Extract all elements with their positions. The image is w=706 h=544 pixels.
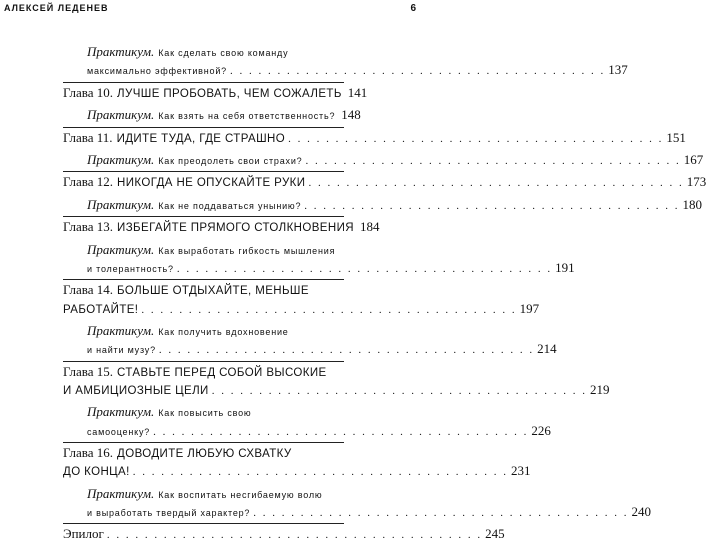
leader-dots: . . . . . . . . . . . . . . . . . . . . . . . . . . . . . . . . . . . . . . . . [158,344,535,357]
leader-dots: . . . . . . . . . . . . . . . . . . . . . . . . . . . . . . . . . . . . . . . . [305,154,681,167]
chapter-line [63,525,505,543]
leader-dots: . . . . . . . . . . . . . . . . . . . . . . . . . . . . . . . . . . . . . . . . [253,507,629,519]
practicum-line [87,151,704,169]
chapter-title-continued: И АМБИЦИОЗНЫЕ ЦЕЛИ [63,384,209,397]
chapter-number: Глава 14. [63,282,114,298]
practicum-label: Практикум. [87,151,155,167]
practicum-line [87,322,344,340]
toc-page-number: 197 [519,300,540,316]
section-rule [63,82,344,83]
chapter-line [63,129,686,147]
page-number: 6 [410,3,416,14]
practicum-title-continued: самооценку? [87,426,151,437]
toc-page-number: 219 [589,381,610,397]
practicum-label: Практикум. [87,107,155,123]
practicum-title: Как не поддаваться унынию? [158,200,302,211]
section-title: Эпилог [63,526,104,542]
chapter-line [63,363,344,381]
chapter-number: Глава 11. [63,129,113,145]
chapter-title: ИДИТЕ ТУДА, ГДЕ СТРАШНО [116,132,286,145]
chapter-number: Глава 16. [63,445,114,460]
practicum-label: Практикум. [87,241,155,257]
practicum-line [87,503,651,521]
practicum-line [87,340,557,358]
chapter-line [63,218,380,236]
section-rule [63,442,344,443]
toc-page-number: 173 [686,174,706,190]
toc-page-number: 226 [531,422,551,438]
section-rule [63,171,344,172]
section-rule [63,216,344,217]
practicum-title: Как выработать гибкость мышления [158,245,336,256]
running-head-author: АЛЕКСЕЙ ЛЕДЕНЕВ [4,3,109,13]
practicum-title-continued: и толерантность? [87,263,174,274]
chapter-line [63,462,531,480]
leader-dots: . . . . . . . . . . . . . . . . . . . . . . . . . . . . . . . . . . . . . . . . [176,262,553,275]
practicum-title: Как повысить свою [158,408,252,419]
practicum-line [87,485,344,503]
section-rule [63,279,344,280]
chapter-title-continued: ДО КОНЦА! [63,466,130,479]
toc-page-number: 184 [359,219,380,235]
practicum-label: Практикум. [87,44,155,59]
toc-page-number: 214 [537,341,557,357]
practicum-title: Как взять на себя ответственность? [158,111,336,122]
chapter-number: Глава 10. [63,84,114,100]
chapter-number: Глава 15. [63,363,114,379]
chapter-line [63,281,344,299]
chapter-title: ИЗБЕГАЙТЕ ПРЯМОГО СТОЛКНОВЕНИЯ [117,222,354,235]
leader-dots: . . . . . . . . . . . . . . . . . . . . . . . . . . . . . . . . . . . . . . . . [106,529,483,542]
practicum-title: Как преодолеть свои страхи? [158,155,303,166]
practicum-title-continued: и найти музу? [87,345,156,356]
practicum-line [87,241,344,259]
chapter-title: СТАВЬТЕ ПЕРЕД СОБОЙ ВЫСОКИЕ [117,366,327,379]
practicum-line [87,403,344,421]
chapter-title: НИКОГДА НЕ ОПУСКАЙТЕ РУКИ [117,177,306,190]
practicum-title: Как сделать свою команду [158,48,289,58]
chapter-line [63,300,540,318]
section-rule [63,523,344,524]
section-rule [63,361,344,362]
toc-page-number: 231 [510,463,531,479]
leader-dots: . . . . . . . . . . . . . . . . . . . . . . . . . . . . . . . . . . . . . . . . [211,384,587,397]
practicum-label: Практикум. [87,404,155,420]
practicum-label: Практикум. [87,485,155,501]
toc-page-number: 151 [666,129,686,145]
practicum-title-continued: и выработать твердый характер? [87,508,251,518]
practicum-line [87,61,628,79]
leader-dots: . . . . . . . . . . . . . . . . . . . . . . . . . . . . . . . . . . . . . . . . [153,425,529,438]
chapter-number: Глава 12. [63,174,114,190]
leader-dots: . . . . . . . . . . . . . . . . . . . . . . . . . . . . . . . . . . . . . . . . [132,466,508,479]
toc-page-number: 180 [682,196,703,212]
toc-page-number: 148 [341,107,361,123]
practicum-line [87,43,344,61]
practicum-line [87,196,703,214]
toc-page-number: 245 [485,526,505,542]
chapter-line [63,444,344,462]
leader-dots: . . . . . . . . . . . . . . . . . . . . . . . . . . . . . . . . . . . . . . . . [288,132,664,145]
toc-page-number: 167 [683,151,704,167]
practicum-title-continued: максимально эффективной? [87,66,227,77]
practicum-title: Как воспитать несгибаемую волю [158,489,323,500]
toc-page-number: 240 [631,504,651,519]
toc-page-number: 141 [347,84,368,100]
chapter-title-continued: РАБОТАЙТЕ! [63,303,139,316]
toc-page-number: 191 [555,259,575,275]
practicum-label: Практикум. [87,196,155,212]
chapter-line [63,84,368,102]
leader-dots: . . . . . . . . . . . . . . . . . . . . . . . . . . . . . . . . . . . . . . . . [229,65,606,78]
practicum-line [87,106,361,124]
chapter-line [63,173,706,191]
practicum-title: Как получить вдохновение [158,326,289,337]
chapter-line [63,381,610,399]
practicum-line [87,259,575,277]
section-rule [63,127,344,128]
practicum-label: Практикум. [87,322,155,338]
chapter-number: Глава 13. [63,219,114,235]
chapter-title: БОЛЬШЕ ОТДЫХАЙТЕ, МЕНЬШЕ [117,285,309,298]
practicum-line [87,422,551,440]
toc-page-number: 137 [608,62,628,78]
leader-dots: . . . . . . . . . . . . . . . . . . . . . . . . . . . . . . . . . . . . . . . . [308,177,684,190]
leader-dots: . . . . . . . . . . . . . . . . . . . . . . . . . . . . . . . . . . . . . . . . [304,199,680,212]
chapter-title: ДОВОДИТЕ ЛЮБУЮ СХВАТКУ [117,448,292,460]
chapter-title: ЛУЧШЕ ПРОБОВАТЬ, ЧЕМ СОЖАЛЕТЬ [117,87,342,100]
leader-dots: . . . . . . . . . . . . . . . . . . . . . . . . . . . . . . . . . . . . . . . . [141,303,517,316]
